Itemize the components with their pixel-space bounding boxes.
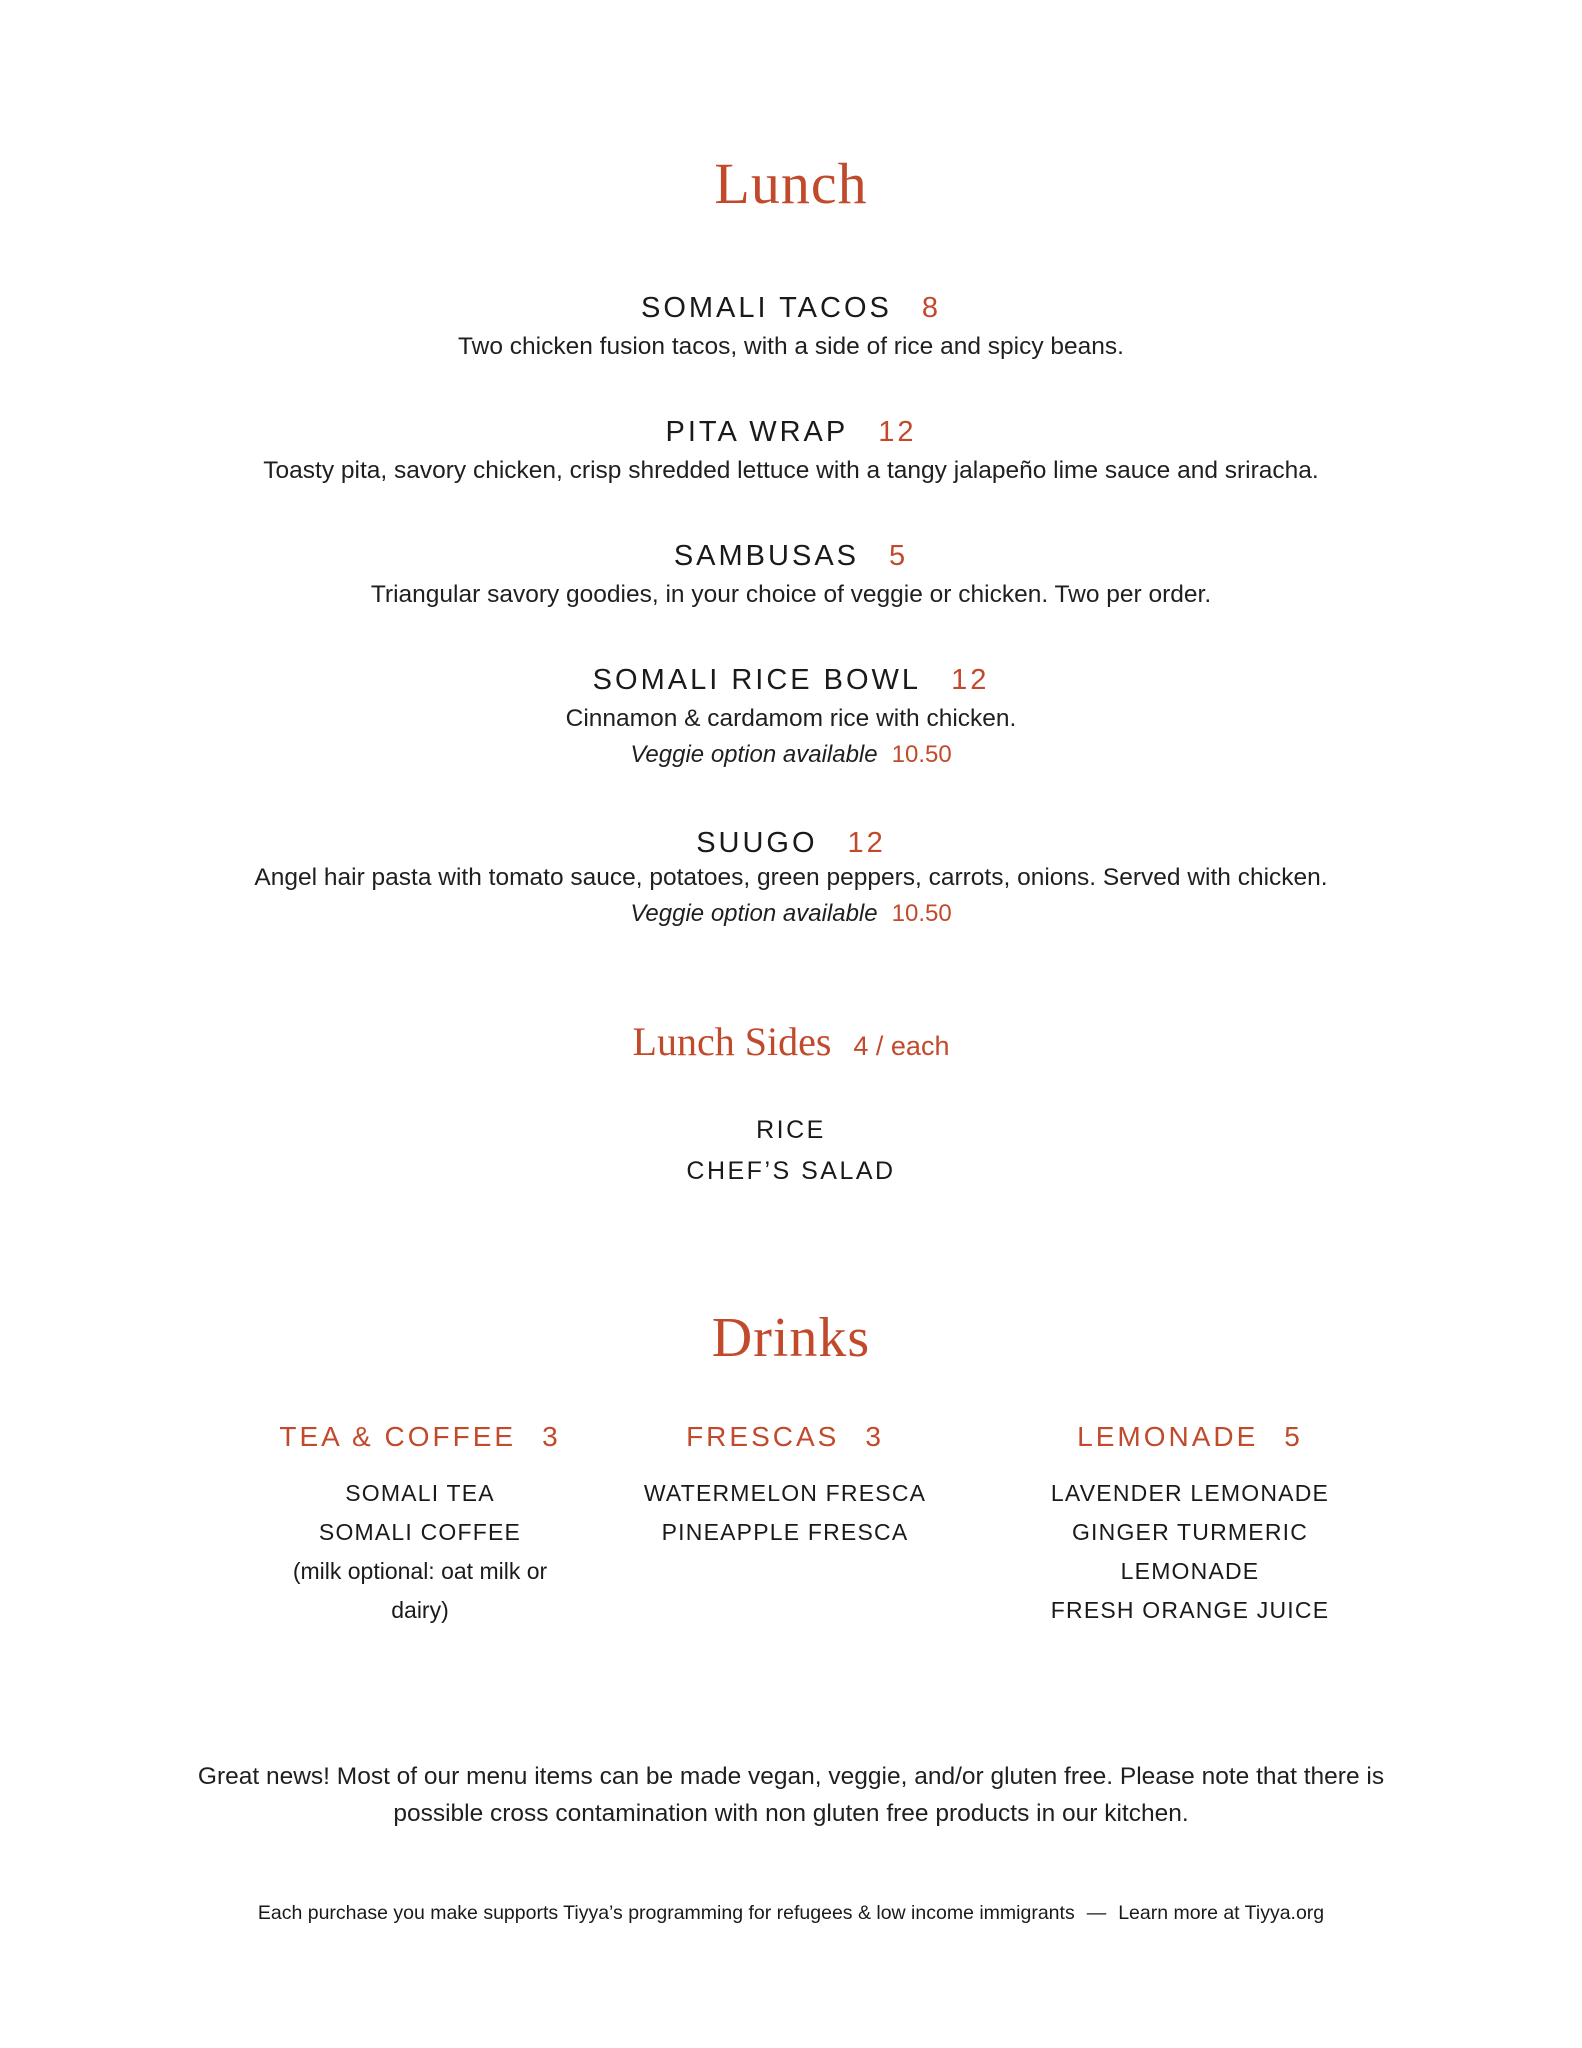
item-description: Two chicken fusion tacos, with a side of rice and spicy beans. bbox=[458, 333, 1124, 360]
menu-item-somali-rice-bowl bbox=[0, 663, 1582, 771]
drink-list bbox=[1000, 1474, 1380, 1630]
item-heading bbox=[0, 539, 1582, 573]
veggie-option-price: 10.50 bbox=[891, 900, 952, 927]
item-heading bbox=[0, 826, 1582, 860]
drink-category-name: FRESCAS bbox=[686, 1421, 840, 1452]
drink-category-name: LEMONADE bbox=[1077, 1421, 1259, 1452]
item-heading bbox=[0, 663, 1582, 697]
footer-separator: — bbox=[1086, 1902, 1107, 1924]
item-description: Toasty pita, savory chicken, crisp shredded lettuce with a tangy jalapeño lime sauce and sriracha. bbox=[263, 457, 1319, 484]
drink-list bbox=[630, 1474, 940, 1552]
item-name: SUUGO bbox=[696, 827, 818, 859]
drink-heading bbox=[265, 1420, 575, 1454]
menu-item-sambusas bbox=[0, 539, 1582, 611]
list-item: WATERMELON FRESCA bbox=[643, 1480, 927, 1506]
drink-category-price: 3 bbox=[542, 1421, 561, 1452]
veggie-option-label: Veggie option available bbox=[630, 741, 878, 768]
drink-category-price: 5 bbox=[1284, 1421, 1303, 1452]
list-item: LAVENDER LEMONADE bbox=[1050, 1480, 1330, 1506]
drink-heading bbox=[1000, 1420, 1380, 1454]
item-price: 8 bbox=[921, 292, 941, 324]
drink-category-name: TEA & COFFEE bbox=[279, 1421, 517, 1452]
menu-item-suugo bbox=[0, 826, 1582, 930]
lunch-sides-heading bbox=[0, 1018, 1582, 1065]
item-description: Angel hair pasta with tomato sauce, potatoes, green peppers, carrots, onions. Served with chicken. bbox=[254, 864, 1328, 891]
lunch-sides-list bbox=[0, 1110, 1582, 1192]
menu-item-pita-wrap bbox=[0, 415, 1582, 487]
drink-note: (milk optional: oat milk or dairy) bbox=[292, 1558, 548, 1623]
dietary-note: Great news! Most of our menu items can be made vegan, veggie, and/or gluten free. Please note that there is possible cross contamination with non gluten free products in our kitchen. bbox=[197, 1763, 1385, 1827]
item-name: SOMALI RICE BOWL bbox=[592, 664, 922, 696]
item-price: 5 bbox=[889, 540, 909, 572]
item-name: SOMALI TACOS bbox=[640, 292, 892, 324]
drink-column-frescas bbox=[630, 1420, 940, 1552]
drink-category-price: 3 bbox=[865, 1421, 884, 1452]
item-heading bbox=[0, 415, 1582, 449]
footer bbox=[0, 1902, 1582, 1925]
item-name: SAMBUSAS bbox=[673, 540, 860, 572]
drinks-columns bbox=[0, 1420, 1582, 1660]
item-price: 12 bbox=[847, 827, 886, 859]
list-item: FRESH ORANGE JUICE bbox=[1050, 1597, 1330, 1623]
item-name: PITA WRAP bbox=[665, 416, 849, 448]
item-description: Cinnamon & cardamom rice with chicken. bbox=[565, 705, 1017, 732]
drinks-title: Drinks bbox=[711, 1307, 871, 1369]
list-item: PINEAPPLE FRESCA bbox=[661, 1519, 909, 1545]
lunch-title: Lunch bbox=[714, 151, 868, 216]
lunch-sides-title: Lunch Sides bbox=[632, 1019, 832, 1064]
item-price: 12 bbox=[878, 416, 917, 448]
footer-support-text: Each purchase you make supports Tiyya’s programming for refugees & low income immigrants bbox=[257, 1902, 1075, 1924]
veggie-option bbox=[0, 739, 1582, 771]
list-item: SOMALI COFFEE bbox=[318, 1519, 522, 1545]
lunch-sides-price: 4 / each bbox=[853, 1031, 950, 1061]
veggie-option-price: 10.50 bbox=[891, 741, 952, 768]
footer-learn-more: Learn more at Tiyya.org bbox=[1118, 1902, 1325, 1924]
menu-item-somali-tacos bbox=[0, 291, 1582, 363]
item-description: Triangular savory goodies, in your choice of veggie or chicken. Two per order. bbox=[370, 581, 1212, 608]
veggie-option bbox=[0, 898, 1582, 930]
item-heading bbox=[0, 291, 1582, 325]
list-item: RICE bbox=[756, 1116, 826, 1144]
list-item: GINGER TURMERIC LEMONADE bbox=[1071, 1519, 1309, 1584]
item-price: 12 bbox=[951, 664, 990, 696]
list-item: CHEF’S SALAD bbox=[686, 1157, 896, 1185]
drink-column-lemonade bbox=[1000, 1420, 1380, 1630]
drink-list bbox=[265, 1474, 575, 1630]
drink-heading bbox=[630, 1420, 940, 1454]
veggie-option-label: Veggie option available bbox=[630, 900, 878, 927]
list-item: SOMALI TEA bbox=[345, 1480, 495, 1506]
drink-column-tea-coffee bbox=[265, 1420, 575, 1630]
